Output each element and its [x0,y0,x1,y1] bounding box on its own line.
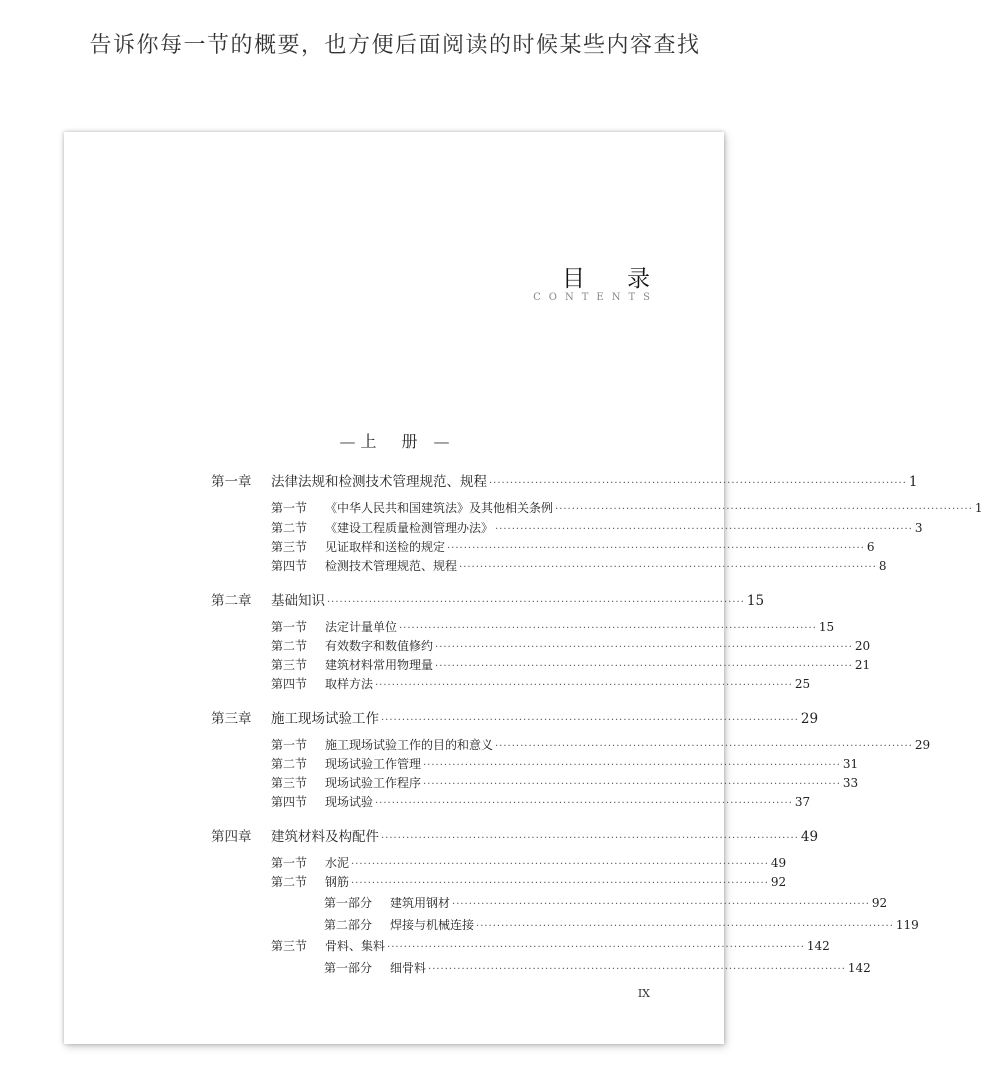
entry-title: 法定计量单位 [325,620,398,634]
entry-label: 第四章 [211,829,252,845]
entry-title: 施工现场试验工作 [271,711,379,727]
entry-page: 33 [842,776,859,790]
entry-page: 3 [914,521,923,535]
entry-label: 第一节 [271,738,308,752]
entry-label: 第一部分 [324,896,373,910]
entry-page: 6 [866,540,875,554]
toc-entry-section[interactable] [271,873,787,890]
entry-page: 49 [770,856,787,870]
leader-dots: ···································································································· [435,661,853,672]
toc-entry-chapter[interactable] [211,707,819,727]
entry-page: 142 [806,939,830,953]
entry-label: 第一章 [211,474,252,490]
entry-title: 《中华人民共和国建筑法》及其他相关条例 [325,501,554,515]
entry-title: 《建设工程质量检测管理办法》 [325,521,494,535]
entry-label: 第二节 [271,521,308,535]
entry-title: 焊接与机械连接 [390,918,475,932]
toc-entry-section[interactable] [271,736,931,753]
entry-page: 8 [878,559,887,573]
entry-title: 骨料、集料 [325,939,386,953]
toc-entry-section[interactable] [271,937,830,954]
entry-title: 见证取样和送检的规定 [325,540,446,554]
entry-title: 建筑材料常用物理量 [325,658,434,672]
leader-dots: ···································································································· [476,921,894,932]
entry-page: 92 [770,875,787,889]
toc-entry-chapter[interactable] [211,825,819,845]
leader-dots: ···································································································· [387,942,805,953]
entry-title: 法律法规和检测技术管理规范、规程 [271,474,487,490]
leader-dots: ···································································································· [423,779,841,790]
entry-page: 15 [746,593,765,609]
toc-entry-section[interactable] [271,618,835,635]
entry-page: 20 [854,639,871,653]
entry-label: 第一节 [271,856,308,870]
entry-title: 检测技术管理规范、规程 [325,559,458,573]
entry-label: 第三节 [271,540,308,554]
entry-page: 25 [794,677,811,691]
leader-dots: ···································································································· [459,562,877,573]
page-caption: 告诉你每一节的概要，也方便后面阅读的时候某些内容查找 [89,33,701,58]
leader-dots: ···································································································· [423,760,841,771]
entry-label: 第四节 [271,677,308,691]
toc-entry-section[interactable] [271,675,811,692]
leader-dots: ···································································································· [489,478,907,489]
entry-label: 第一节 [271,501,308,515]
toc-subheading: CONTENTS [533,292,658,303]
entry-page: 15 [818,620,835,634]
entry-title: 取样方法 [325,677,374,691]
toc-entry-section[interactable] [271,774,859,791]
leader-dots: ···································································································· [399,623,817,634]
leader-dots: ···································································································· [381,715,799,726]
entry-label: 第三节 [271,658,308,672]
entry-title: 钢筋 [325,875,350,889]
entry-title: 现场试验 [325,795,374,809]
toc-entry-part[interactable] [324,959,871,976]
toc-entry-section[interactable] [271,538,875,555]
book-page [64,132,983,1044]
toc-entry-part[interactable] [324,894,888,911]
entry-title: 现场试验工作程序 [325,776,422,790]
leader-dots: ···································································································· [555,504,973,515]
entry-page: 1 [908,474,918,490]
toc-entry-section[interactable] [271,557,887,574]
toc-entry-section[interactable] [271,755,859,772]
entry-title: 细骨料 [390,961,427,975]
toc-entry-part[interactable] [324,916,919,933]
leader-dots: ···································································································· [495,524,913,535]
leader-dots: ···································································································· [428,964,846,975]
entry-title: 建筑材料及构配件 [271,829,379,845]
toc-heading-char-1: 目 [562,266,585,292]
entry-title: 现场试验工作管理 [325,757,422,771]
entry-label: 第一节 [271,620,308,634]
leader-dots: ···································································································· [452,899,870,910]
volume-dash-left: — [339,432,355,451]
toc-heading-char-2: 录 [627,266,650,292]
entry-label: 第四节 [271,559,308,573]
leader-dots: ···································································································· [435,642,853,653]
toc-entry-chapter[interactable] [211,589,765,609]
toc-entry-section[interactable] [271,854,787,871]
entry-title: 水泥 [325,856,350,870]
table-of-contents [64,132,983,1044]
volume-title-text: 上 册 [360,432,428,451]
toc-entry-section[interactable] [271,656,871,673]
entry-label: 第二章 [211,593,252,609]
toc-entry-section[interactable] [271,499,983,516]
entry-page: 49 [800,829,819,845]
volume-dash-right: — [433,432,449,451]
entry-label: 第三节 [271,939,308,953]
entry-title: 建筑用钢材 [390,896,451,910]
entry-page: 119 [895,918,919,932]
entry-page: 92 [871,896,888,910]
entry-title: 有效数字和数值修约 [325,639,434,653]
entry-page: 1 [974,501,983,515]
leader-dots: ···································································································· [495,741,913,752]
entry-page: 29 [800,711,819,727]
toc-entry-section[interactable] [271,519,923,536]
toc-entry-chapter[interactable] [211,470,918,490]
leader-dots: ···································································································· [447,543,865,554]
entry-label: 第一部分 [324,961,373,975]
entry-label: 第四节 [271,795,308,809]
page-number: IX [637,987,650,1000]
toc-entry-section[interactable] [271,637,871,654]
entry-page: 142 [847,961,871,975]
entry-label: 第二部分 [324,918,373,932]
leader-dots: ···································································································· [375,798,793,809]
entry-page: 37 [794,795,811,809]
entry-label: 第二节 [271,757,308,771]
leader-dots: ···································································································· [375,680,793,691]
entry-label: 第二节 [271,875,308,889]
entry-page: 21 [854,658,871,672]
toc-entry-section[interactable] [271,793,811,810]
entry-label: 第三节 [271,776,308,790]
entry-label: 第三章 [211,711,252,727]
entry-page: 29 [914,738,931,752]
leader-dots: ···································································································· [351,878,769,889]
entry-title: 基础知识 [271,593,325,609]
entry-page: 31 [842,757,859,771]
leader-dots: ···································································································· [327,597,745,608]
leader-dots: ···································································································· [381,833,799,844]
entry-label: 第二节 [271,639,308,653]
entry-title: 施工现场试验工作的目的和意义 [325,738,494,752]
leader-dots: ···································································································· [351,859,769,870]
